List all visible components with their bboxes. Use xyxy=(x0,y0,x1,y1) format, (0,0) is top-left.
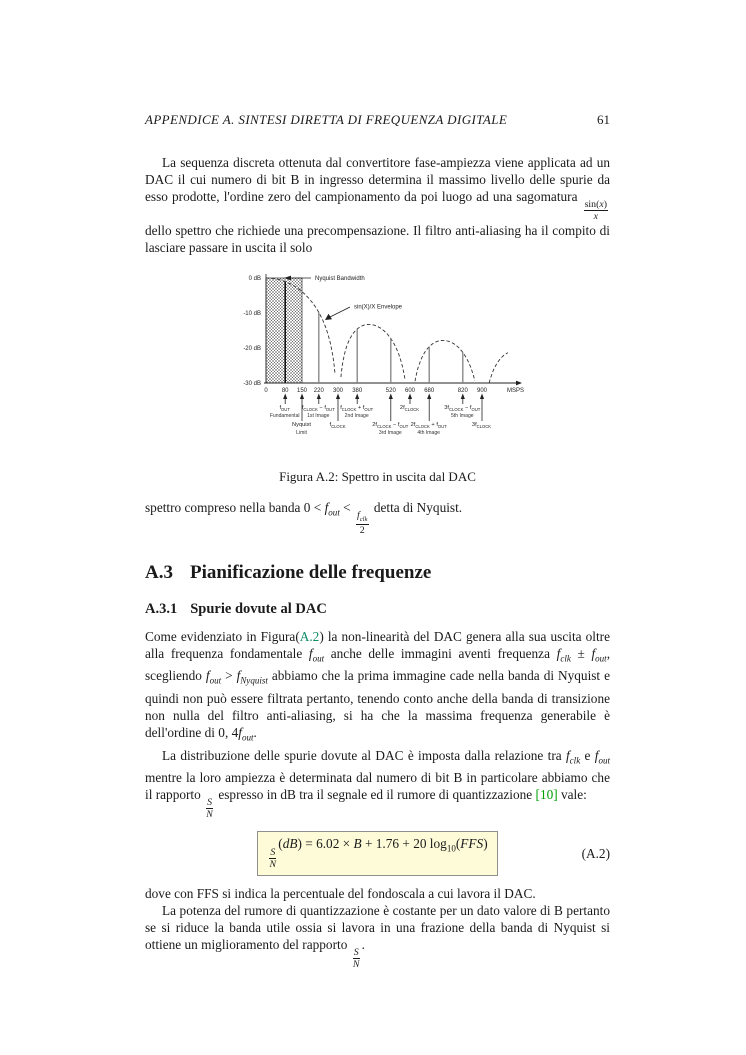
equation-number: (A.2) xyxy=(581,845,610,861)
subsection-title: Spurie dovute al DAC xyxy=(190,600,327,617)
y-tick-label: -30 dB xyxy=(242,381,261,388)
section-number: A.3 xyxy=(145,561,173,583)
marker-arrowhead xyxy=(427,394,431,400)
marker-arrowhead xyxy=(388,394,392,400)
spectrum-marker-label: $2f_{CLOCK} - f_{OUT}$ 3rd Image xyxy=(372,422,409,436)
spectrum-marker-label: $f_{CLOCK} - f_{OUT}$ 1st Image xyxy=(301,405,335,419)
paragraph-after-figure: spettro compreso nella banda $0 < f_{out}$ < $\frac{f_{clk}}{2}$ detta di Nyquist. xyxy=(145,500,463,536)
spectrum-marker-label: $3f_{CLOCK} - f_{OUT}$ 5th Image xyxy=(444,405,481,419)
subsection-number: A.3.1 xyxy=(145,600,178,617)
y-tick-label: -10 dB xyxy=(242,311,261,318)
x-tick-label: 150 xyxy=(296,388,307,395)
section-title: Pianificazione delle frequenze xyxy=(189,561,432,583)
x-tick-label: 600 xyxy=(404,388,415,395)
spectrum-marker-label: $f_{CLOCK}$ xyxy=(329,422,346,430)
equation-a2: $\frac{S}{N}$ (dB) = 6.02 × B + 1.76 + 20 $\log_{10}(FFS)$ xyxy=(257,831,497,875)
x-axis-arrowhead xyxy=(516,381,522,386)
figure-a2 xyxy=(145,265,610,485)
paragraph-spurie-1: Come evidenziato in Figura(A.2) la non-linearità del DAC genera alla sua uscita oltre alla frequenza fondamentale $f_{out}$ anche delle immagini aventi frequenza $f_{clk} \pm f_{out}$, scegliendo $f_{out} > f_{Nyquist}$ abbiamo che la prima immagine cade nella banda di Nyquist e quindi non può essere filtrata pertanto, tenendo conto anche della banda di transizione non nulla del filtro anti-aliasing, si ha che la massima frequenza generabile è dell'ordine di 0, $4f_{out}$. xyxy=(145,628,611,743)
x-tick-label: 220 xyxy=(313,388,324,395)
subsection-heading xyxy=(145,601,610,618)
x-tick-label: 680 xyxy=(423,388,434,395)
x-tick-label: 80 xyxy=(281,388,289,395)
spectrum-marker-label: $3f_{CLOCK}$ xyxy=(471,422,492,430)
paragraph-spurie-2: La distribuzione delle spurie dovute al DAC è imposta dalla relazione tra $f_{clk}$ e $f_{out}$ mentre la loro ampiezza è determinata dal numero di bit B in particolare abbiamo che il rapporto $\frac{S}{N}$ espresso in dB tra il segnale ed il rumore di quantizzazione [10] vale: xyxy=(145,747,610,821)
paragraph-ffs: dove con FFS si indica la percentuale del fondoscala a cui lavora il DAC. xyxy=(145,885,536,901)
marker-arrowhead xyxy=(299,394,303,400)
x-tick-label: 520 xyxy=(385,388,396,395)
sinc-envelope-annotation: sin(X)/X Envelope xyxy=(353,304,402,311)
spectrum-marker-label: $2f_{CLOCK} + f_{OUT}$ 4th Image xyxy=(410,422,447,436)
section-heading xyxy=(145,562,610,584)
spectrum-marker-label: Nyquist Limit xyxy=(292,422,311,436)
x-tick-label: 820 xyxy=(457,388,468,395)
running-header: APPENDICE A. SINTESI DIRETTA DI FREQUENZA DIGITALE xyxy=(145,112,508,127)
x-tick-label: 0 xyxy=(263,388,268,395)
figure-caption: Figura A.2: Spettro in uscita dal DAC xyxy=(279,469,476,485)
equation-row xyxy=(145,831,610,875)
spectrum-marker-label: $2f_{CLOCK}$ xyxy=(399,405,420,413)
marker-arrowhead xyxy=(316,394,320,400)
x-tick-label: 900 xyxy=(476,388,487,395)
x-tick-label: 300 xyxy=(332,388,343,395)
marker-arrowhead xyxy=(335,394,339,400)
marker-arrowhead xyxy=(479,394,483,400)
x-tick-label: 380 xyxy=(351,388,362,395)
y-tick-label: 0 dB xyxy=(248,276,261,283)
marker-arrowhead xyxy=(283,394,287,400)
spectrum-marker-label: $f_{OUT}$ Fundamental xyxy=(269,405,300,419)
marker-arrowhead xyxy=(460,394,464,400)
page-header xyxy=(145,112,610,128)
paragraph-final: La potenza del rumore di quantizzazione è costante per un dato valore di B pertanto se si riduce la banda utile ossia si lavora in una frazione della banda di Nyquist si ottiene un miglioramento del rapporto $\frac{S}{N}$ . xyxy=(145,902,610,970)
x-axis-unit: MSPS xyxy=(506,388,524,395)
marker-arrowhead xyxy=(407,394,411,400)
nyquist-band-region xyxy=(266,278,302,383)
dac-spectrum-figure xyxy=(228,265,528,440)
spectrum-marker-label: $f_{CLOCK} + f_{OUT}$ 2nd Image xyxy=(340,405,374,419)
marker-arrowhead xyxy=(355,394,359,400)
figure-reference-link[interactable]: A.2 xyxy=(299,628,320,644)
page-number: 61 xyxy=(597,112,610,127)
paragraph-intro: La sequenza discreta ottenuta dal convertitore fase-ampiezza viene applicata ad un DAC il cui numero di bit B in ingresso determina il massimo livello delle spurie da esso prodotte, l'ordine zero del campionamento da poi luogo ad una sagomatura $\frac{\sin(x)}{x}$ dello spettro che richiede una precompensazione. Il filtro anti-aliasing ha il compito di lasciare passare in uscita il solo xyxy=(145,155,610,256)
citation-link[interactable]: [10] xyxy=(535,787,558,803)
y-tick-label: -20 dB xyxy=(242,346,261,353)
nyquist-bandwidth-annotation: Nyquist Bandwidth xyxy=(314,276,365,283)
